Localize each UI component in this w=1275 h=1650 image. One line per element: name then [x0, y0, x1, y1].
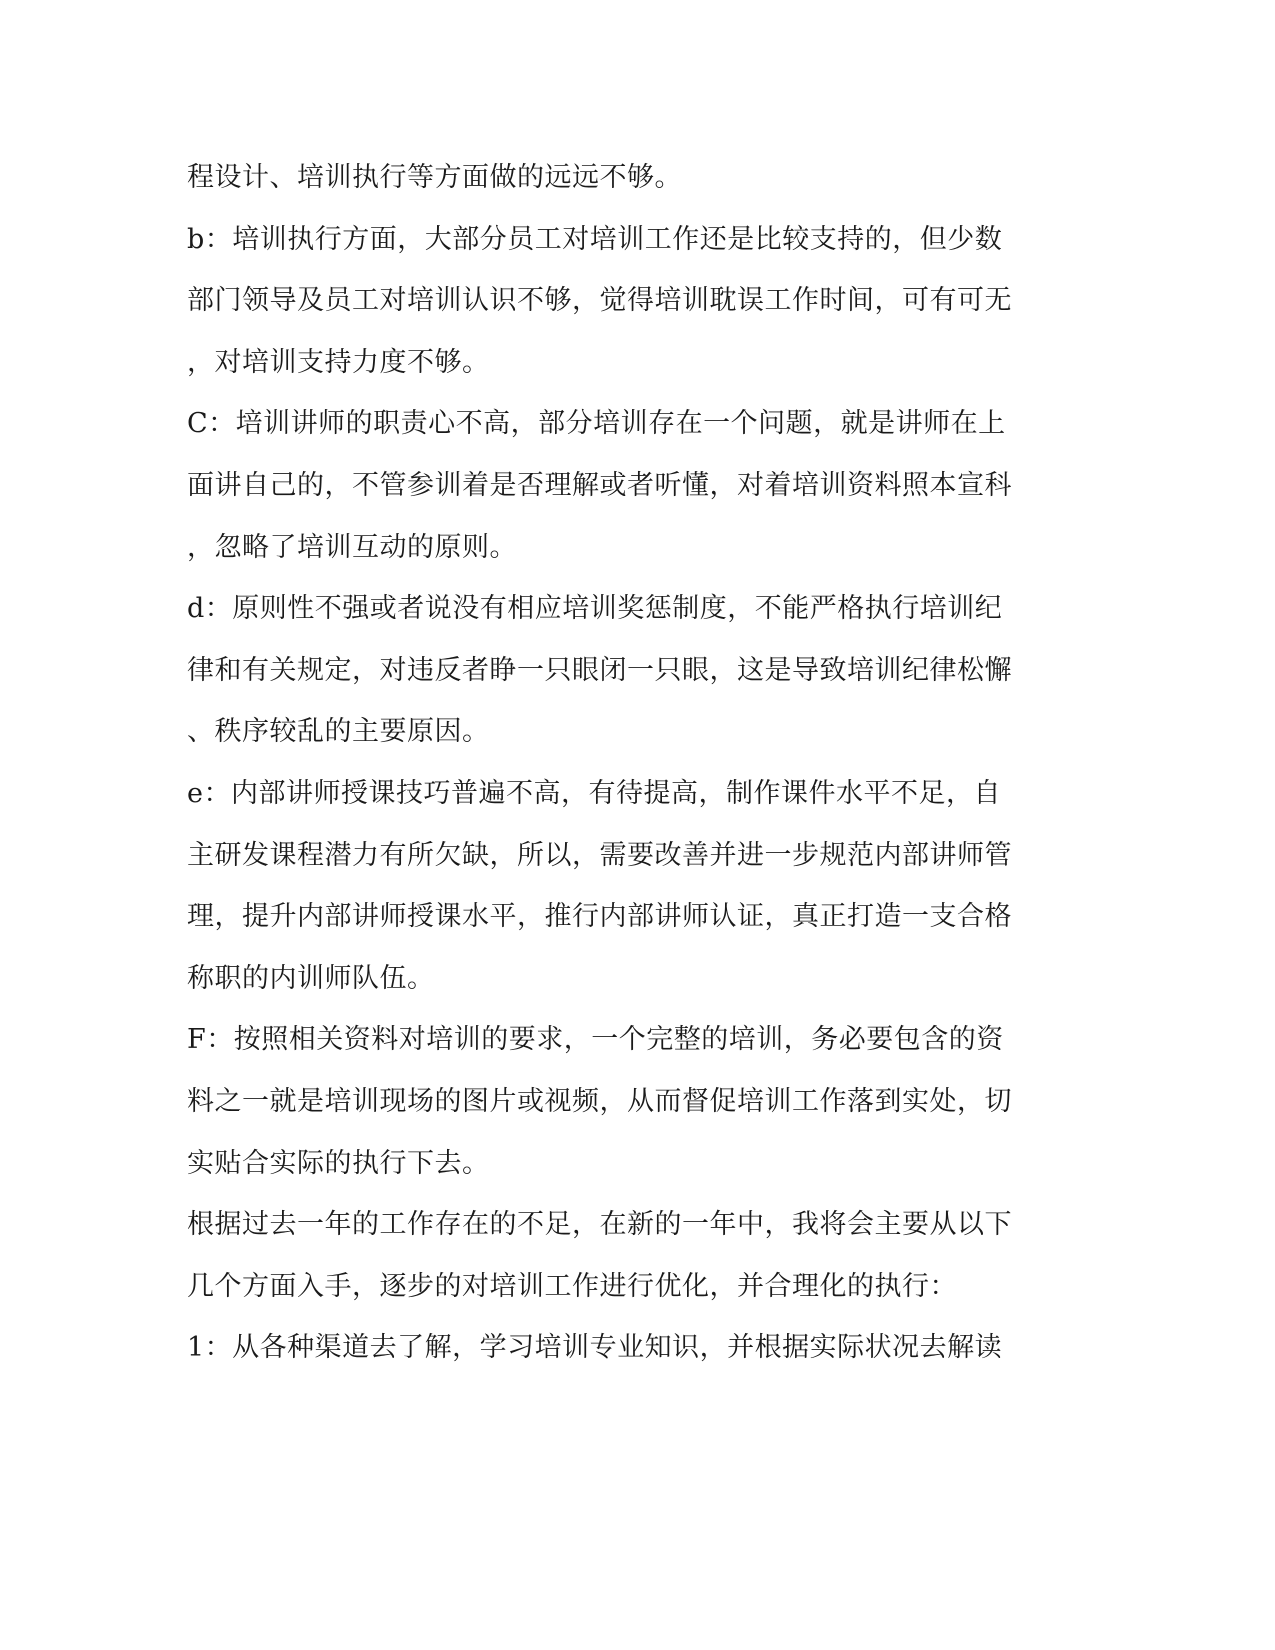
text-line: 主研发课程潜力有所欠缺，所以，需要改善并进一步规范内部讲师管 — [187, 839, 1012, 871]
text-line: 1：从各种渠道去了解，学习培训专业知识，并根据实际状况去解读 — [187, 1332, 1003, 1364]
text-line: 部门领导及员工对培训认识不够，觉得培训耽误工作时间，可有可无 — [187, 285, 1012, 317]
body-text — [187, 155, 1027, 1387]
text-line: d：原则性不强或者说没有相应培训奖惩制度，不能严格执行培训纪 — [187, 593, 1003, 625]
text-line: ，对培训支持力度不够。 — [187, 346, 490, 378]
text-line: F：按照相关资料对培训的要求，一个完整的培训，务必要包含的资 — [187, 1024, 1004, 1056]
text-line: 几个方面入手，逐步的对培训工作进行优化，并合理化的执行： — [187, 1270, 957, 1302]
text-line: ，忽略了培训互动的原则。 — [187, 531, 517, 563]
text-line: 料之一就是培训现场的图片或视频，从而督促培训工作落到实处，切 — [187, 1085, 1012, 1117]
text-line: 律和有关规定，对违反者睁一只眼闭一只眼，这是导致培训纪律松懈 — [187, 654, 1012, 686]
text-line: 实贴合实际的执行下去。 — [187, 1147, 490, 1179]
text-line: b：培训执行方面，大部分员工对培训工作还是比较支持的，但少数 — [187, 223, 1003, 255]
text-line: 称职的内训师队伍。 — [187, 962, 435, 994]
text-line: 程设计、培训执行等方面做的远远不够。 — [187, 162, 682, 193]
text-line: 根据过去一年的工作存在的不足，在新的一年中，我将会主要从以下 — [187, 1209, 1012, 1241]
text-line: 理，提升内部讲师授课水平，推行内部讲师认证，真正打造一支合格 — [187, 901, 1012, 933]
text-line: 、秩序较乱的主要原因。 — [187, 716, 490, 748]
text-line: e：内部讲师授课技巧普遍不高，有待提高，制作课件水平不足，自 — [187, 777, 1001, 809]
text-line: 面讲自己的，不管参训着是否理解或者听懂，对着培训资料照本宣科 — [187, 469, 1012, 501]
text-line: C：培训讲师的职责心不高，部分培训存在一个问题，就是讲师在上 — [187, 408, 1006, 440]
